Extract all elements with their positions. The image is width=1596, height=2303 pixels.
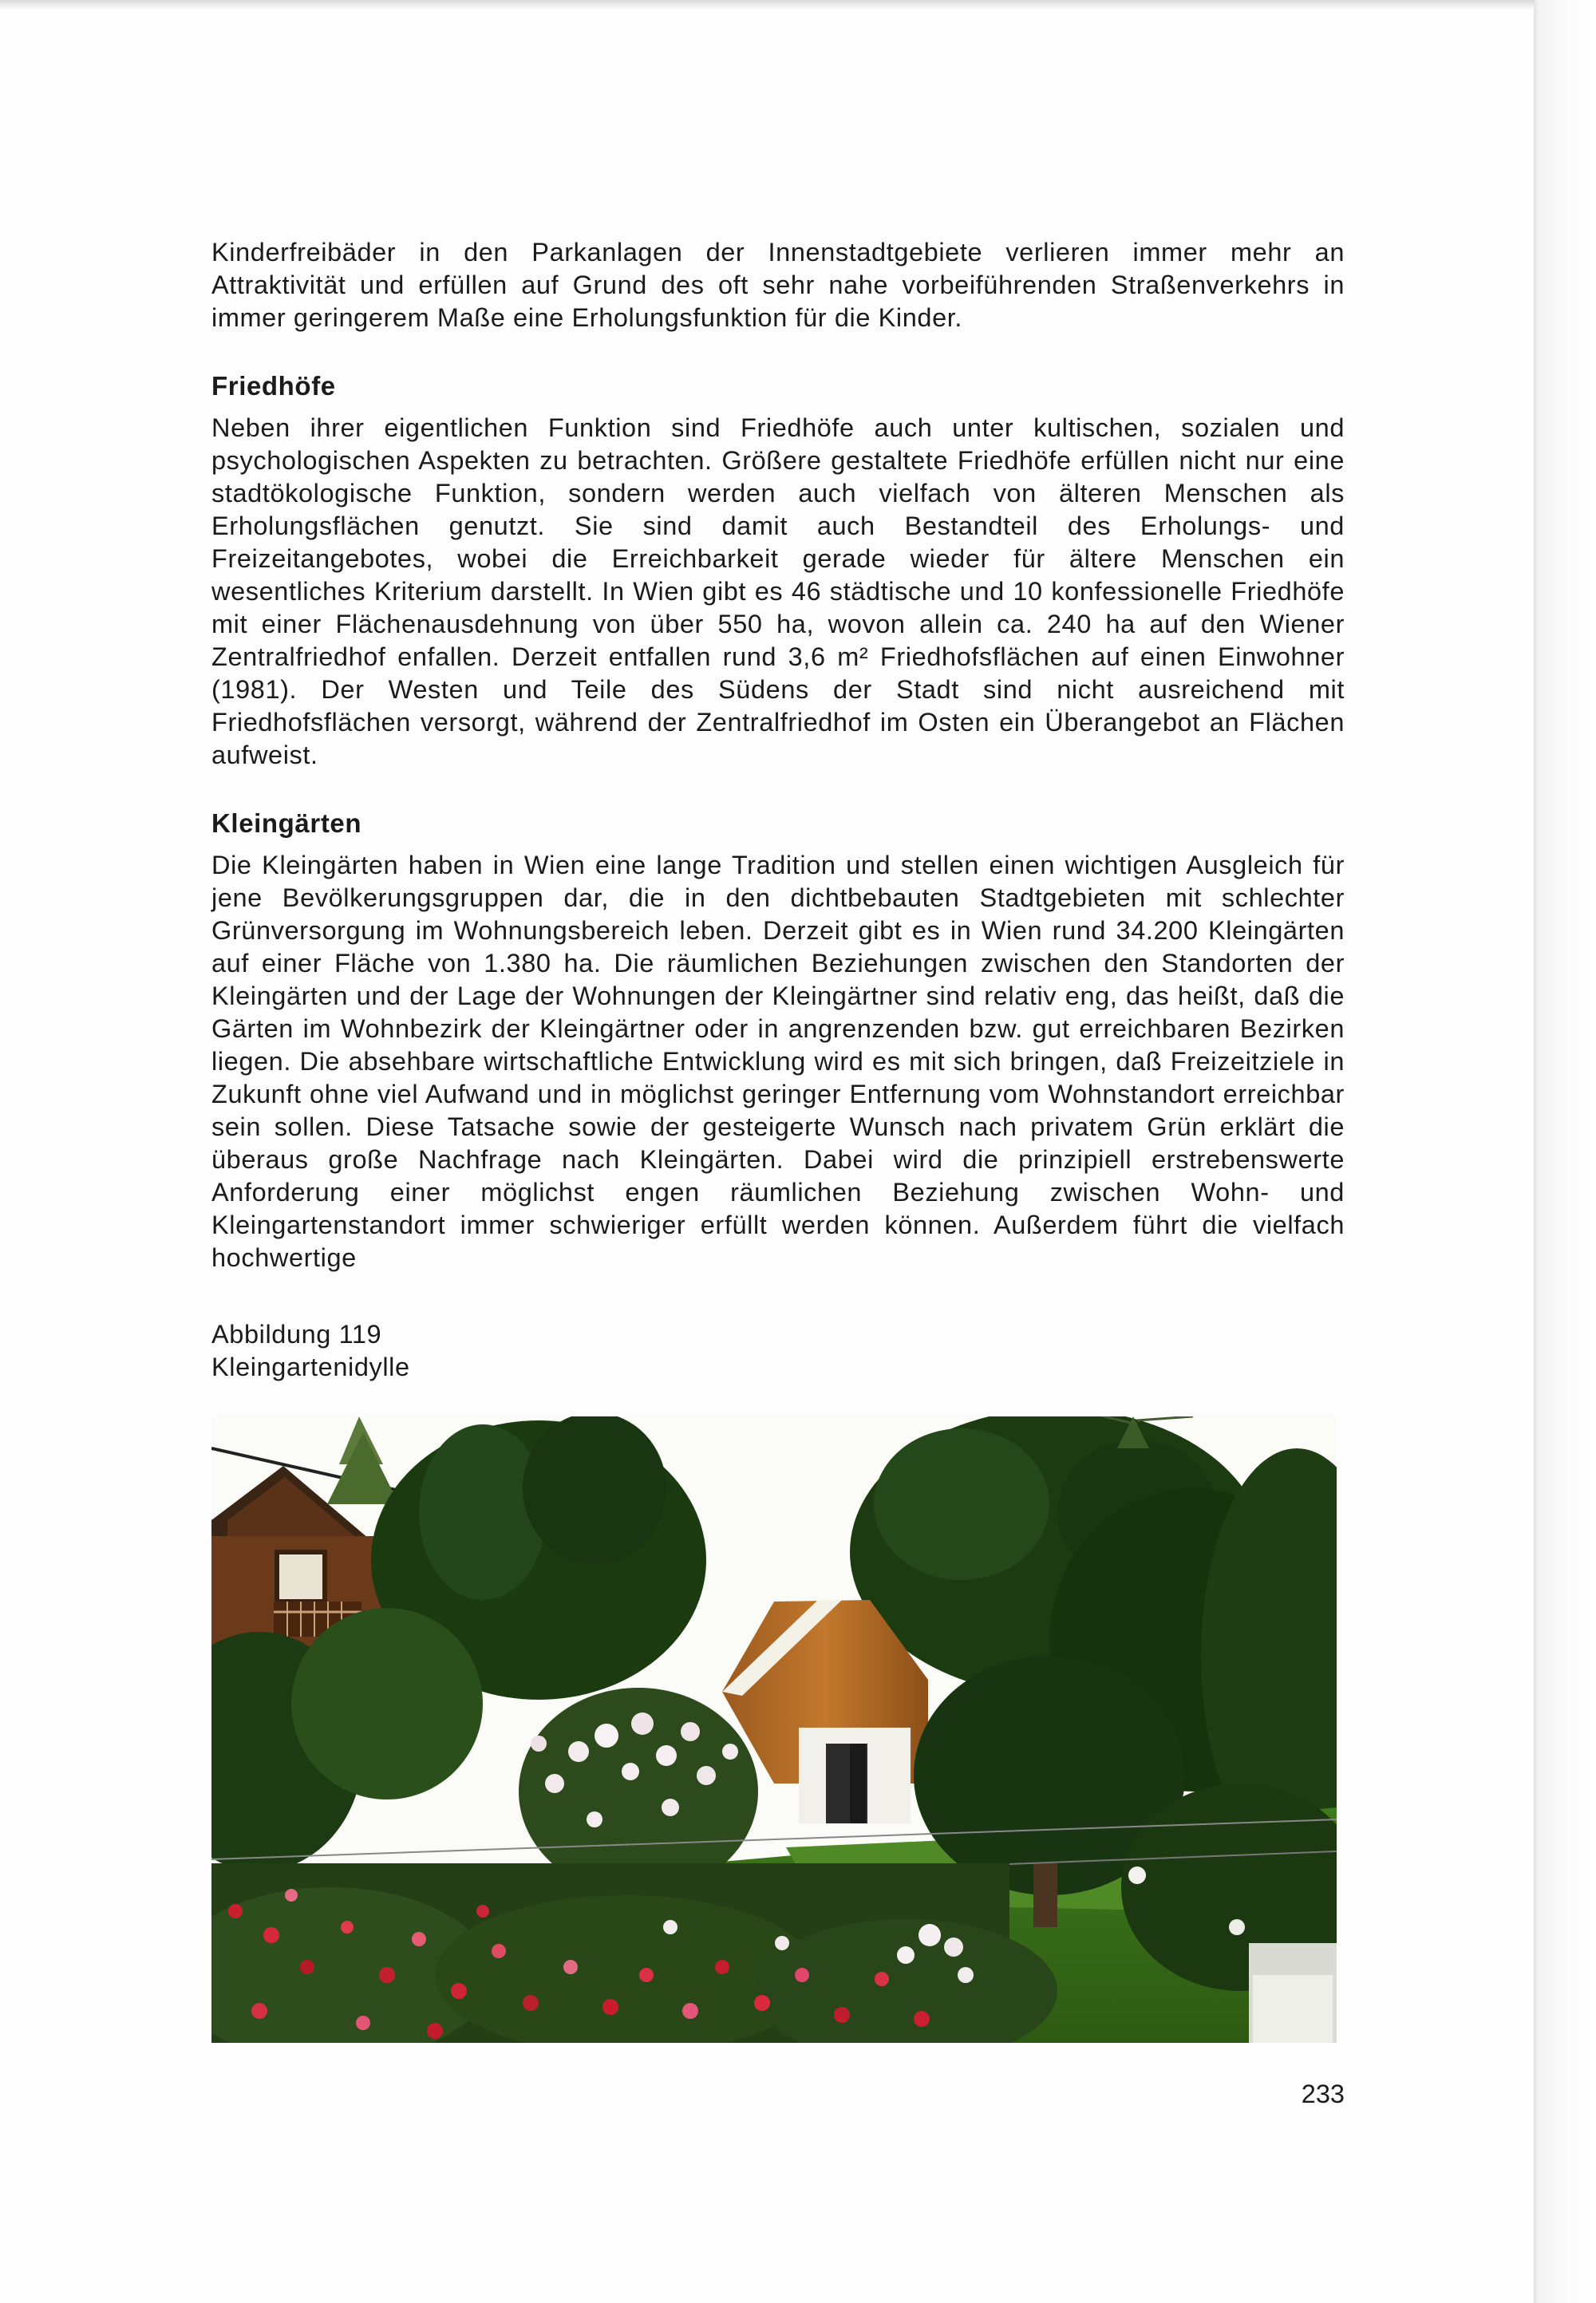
text-column <box>211 236 1345 1274</box>
figure-caption <box>211 1318 410 1384</box>
page-right-edge <box>1534 0 1596 2303</box>
paragraph-friedhoefe: Neben ihrer eigentlichen Funktion sind Friedhöfe auch unter kultischen, sozialen und psychologischen Aspekten zu betrachten. Größere gestaltete Friedhöfe erfüllen nicht nur eine stadtökologische Funktion, sondern werden auch vielfach von älteren Menschen als Erholungsflächen genutzt. Sie sind damit auch Bestandteil des Erholungs- und Freizeitangebotes, wobei die Erreichbarkeit gerade wieder für ältere Menschen ein wesentliches Kriterium darstellt. In Wien gibt es 46 städtische und 10 konfessionelle Friedhöfe mit einer Flächenausdehnung von über 550 ha, wovon allein ca. 240 ha auf den Wiener Zentralfriedhof enfallen. Derzeit entfallen rund 3,6 m² Friedhofsflächen auf einen Einwohner (1981). Der Westen und Teile des Südens der Stadt sind nicht ausreichend mit Friedhofsflächen versorgt, während der Zentralfriedhof im Osten ein Überangebot an Flächen aufweist. <box>211 413 1345 769</box>
garden-photo <box>211 1416 1337 2043</box>
garden-photo-illustration <box>211 1416 1337 2043</box>
figure-label: Abbildung 119 <box>211 1320 382 1349</box>
figure-title: Kleingartenidylle <box>211 1353 410 1381</box>
paragraph-kleingaerten: Die Kleingärten haben in Wien eine lange Tradition und stellen einen wichtigen Ausgleich für jene Bevölkerungsgruppen dar, die in den dichtbebauten Stadtgebieten mit schlechter Grünversorgung im Wohnungsbereich leben. Derzeit gibt es in Wien rund 34.200 Kleingärten auf einer Fläche von 1.380 ha. Die räumlichen Beziehungen zwischen den Standorten der Kleingärten und der Lage der Wohnungen der Kleingärtner sind relativ eng, das heißt, daß die Gärten im Wohnbezirk der Kleingärtner oder in angrenzenden bzw. gut erreichbaren Bezirken liegen. Die absehbare wirtschaftliche Entwicklung wird es mit sich bringen, daß Freizeitziele in Zukunft ohne viel Aufwand und in möglichst geringer Entfernung vom Wohnstandort erreichbar sein sollen. Diese Tatsache sowie der gesteigerte Wunsch nach privatem Grün erklärt die überaus große Nachfrage nach Kleingärten. Dabei wird die prinzipiell erstrebenswerte Anforderung einer möglichst engen räumlichen Beziehung zwischen Wohn- und Kleingartenstandort immer schwieriger erfüllt werden können. Außerdem führt die vielfach hochwertige <box>211 851 1345 1272</box>
page-top-edge <box>0 0 1596 10</box>
page-number: 233 <box>1301 2080 1345 2108</box>
flower-bed <box>211 1863 1057 2043</box>
heading-friedhoefe: Friedhöfe <box>211 371 336 401</box>
paragraph-intro: Kinderfreibäder in den Parkanlagen der Innenstadtgebiete verlieren immer mehr an Attraktivität und erfüllen auf Grund des oft sehr nahe vorbeiführenden Straßenverkehrs in immer geringerem Maße eine Erholungsfunktion für die Kinder. <box>211 238 1345 332</box>
heading-kleingaerten: Kleingärten <box>211 808 362 838</box>
